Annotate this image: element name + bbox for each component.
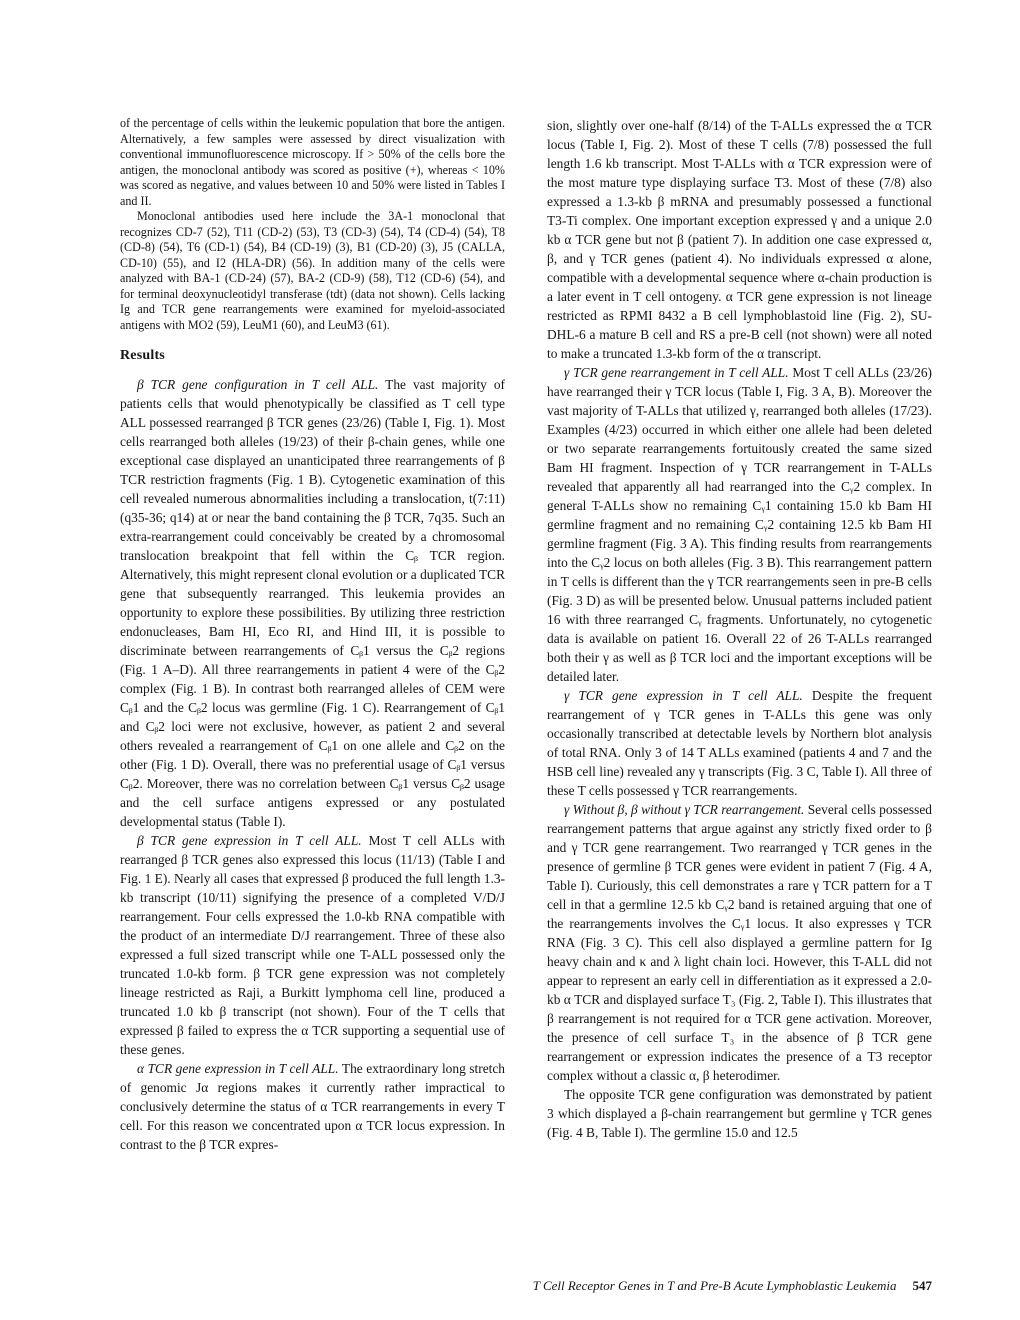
paragraph-lead: β TCR gene expression in T cell ALL.: [137, 833, 362, 848]
right-column: [547, 116, 932, 1154]
paragraph-text: sion, slightly over one-half (8/14) of the T-ALLs expressed the α TCR locus (Table I, Fig. 2). Most of these T cells (7/8) possessed the full length 1.6 kb transcript. Most T-ALLs with α TCR expression were of the most mature type displaying surface T3. Most of these (7/8) also expressed a 1.3-kb β mRNA and presumably possessed a functional T3-Ti complex. One important exception expressed γ and a unique 2.0 kb α TCR gene but not β (patient 7). In addition one case expressed α, β, and γ TCR genes (patient 4). No individuals expressed α alone, compatible with a developmental sequence where α-chain production is a later event in T cell ontogeny. α TCR gene expression is not lineage restricted as RPMI 8432 a B cell lymphoblastoid line (Fig. 2), SU-DHL-6 a mature B cell and RS a pre-B cell (not shown) were all noted to make a truncated 1.3-kb form of the α transcript.: [547, 118, 932, 361]
paragraph-alpha-expression-continued: [547, 116, 932, 363]
paragraph-text: The extraordinary long stretch of genomic Jα regions makes it currently rather impractical to conclusively determine the status of α TCR rearrangements in every T cell. For this reason we concentrated upon α TCR locus expression. In contrast to the β TCR expres-: [120, 1061, 506, 1152]
paragraph-text: Most T cell ALLs with rearranged β TCR genes also expressed this locus (11/13) (Table I and Fig. 1 E). Nearly all cases that expressed β produced the full length 1.3-kb transcript (10/11) signifying the presence of a completed V/D/J rearrangement. Four cells expressed the 1.0-kb RNA compatible with the product of an intermediate D/J rearrangement. Three of these also expressed a full sized transcript while one T-ALL possessed only the truncated 1.0-kb form. β TCR gene expression was not completely lineage restricted as Raji, a Burkitt lymphoma cell line, produced a truncated 1.0 kb β transcript (not shown). Four of the T cells that expressed β failed to express the α TCR supporting a sequential use of these genes.: [120, 833, 506, 1057]
page-footer: [533, 1278, 932, 1294]
paragraph-opposite-configuration: [547, 1085, 932, 1142]
paragraph-beta-configuration: [120, 375, 505, 831]
paragraph-alpha-expression: [120, 1059, 505, 1154]
paragraph-text: Despite the frequent rearrangement of γ TCR genes in T-ALLs this gene was only occasionally transcribed at detectable levels by Northern blot analysis of total RNA. Only 3 of 14 T ALLs examined (patients 4 and 7 and the HSB cell line) revealed any γ transcripts (Fig. 3 C, Table I). All three of these T cells possessed γ TCR rearrangements.: [547, 688, 933, 798]
methods-paragraph-continued: of the percentage of cells within the leukemic population that bore the antigen. Alternatively, a few samples were assessed by direct visualization with conventional immunofluorescence microscopy. If > 50% of the cells bore the antigen, the monoclonal antibody was scored as positive (+), whereas < 10% was scored as negative, and values between 10 and 50% were listed in Tables I and II.: [120, 116, 505, 208]
paragraph-lead: γ TCR gene rearrangement in T cell ALL.: [564, 365, 789, 380]
paragraph-text: Several cells possessed rearrangement patterns that argue against any strictly fixed order to β and γ TCR gene rearrangement. Two rearranged γ TCR genes in the presence of germline β TCR genes were evident in patient 7 (Fig. 4 A, Table I). Curiously, this cell demonstrates a rare γ TCR pattern for a T cell in that a germline 12.5 kb Cᵧ2 band is retained arguing that one of the rearrangements involves the Cᵧ1 locus. It also expresses γ TCR RNA (Fig. 3 C). This cell also displayed a germline pattern for Ig heavy chain and κ and λ light chain loci. However, this T-ALL did not appear to represent an early cell in differentiation as it expressed a 2.0-kb α TCR and displayed surface T₃ (Fig. 2, Table I). This illustrates that β rearrangement is not required for α TCR gene activation. Moreover, the presence of cell surface T₃ in the absence of β TCR gene rearrangement or expression indicates the presence of a T3 receptor complex without a classic α, β heterodimer.: [547, 802, 932, 1083]
paragraph-gamma-without-beta: [547, 800, 932, 1085]
paragraph-lead: β TCR gene configuration in T cell ALL.: [137, 377, 379, 392]
methods-paragraph: Monoclonal antibodies used here include the 3A-1 monoclonal that recognizes CD-7 (52), T11 (CD-2) (53), T3 (CD-3) (54), T4 (CD-4) (54), T8 (CD-8) (54), T6 (CD-1) (54), B4 (CD-19) (3), B1 (CD-20) (3), J5 (CALLA, CD-10) (55), and I2 (HLA-DR) (56). In addition many of the cells were analyzed with BA-1 (CD-24) (57), BA-2 (CD-9) (58), T12 (CD-6) (54), and for terminal deoxynucleotidyl transferase (tdt) (data not shown). Cells lacking Ig and TCR gene rearrangements were examined for myeloid-associated antigens with MO2 (59), LeuM1 (60), and LeuM3 (61).: [120, 209, 505, 332]
paragraph-gamma-rearrangement: [547, 363, 932, 686]
page-number: 547: [912, 1278, 932, 1293]
two-column-layout: [120, 116, 932, 1154]
paragraph-beta-expression: [120, 831, 505, 1059]
paragraph-text: Most T cell ALLs (23/26) have rearranged their γ TCR locus (Table I, Fig. 3 A, B). Moreover the vast majority of T-ALLs that utilized γ, rearranged both alleles (17/23). Examples (4/23) occurred in which either one allele had been deleted or two separate rearrangements fortuitously created the same sized Bam HI fragment. Inspection of γ TCR rearrangement in T-ALLs revealed that apparently all had rearranged into the Cᵧ2 complex. In general T-ALLs show no remaining Cᵧ1 containing 15.0 kb Bam HI germline fragment and no remaining Cᵧ2 containing 12.5 kb Bam HI germline fragment (Fig. 3 A). This finding results from rearrangements into the Cᵧ2 locus on both alleles (Fig. 3 B). This rearrangement pattern in T cells is different than the γ TCR rearrangements seen in pre-B cells (Fig. 3 D) as will be presented below. Unusual patterns included patient 16 with three rearranged Cᵧ fragments. Unfortunately, no cytogenetic data is available on patient 16. Overall 22 of 26 T-ALLs rearranged both their γ as well as β TCR loci and the important exceptions will be detailed later.: [547, 365, 933, 684]
paragraph-lead: α TCR gene expression in T cell ALL.: [137, 1061, 339, 1076]
paragraph-text: The vast majority of patients cells that would phenotypically be classified as T cell type ALL possessed rearranged β TCR genes (23/26) (Table I, Fig. 1). Most cells rearranged both alleles (19/23) of their β-chain genes, while one exceptional case displayed an unanticipated three rearrangements of β TCR restriction fragments (Fig. 1 B). Cytogenetic examination of this cell revealed numerous abnormalities including a translocation, t(7:11) (q35-36; q14) at or near the band containing the β TCR, 7q35. Such an extra-rearrangement could conceivably be created by a chromosomal translocation breakpoint that fell within the Cᵦ TCR region. Alternatively, this might represent clonal evolution or a duplicated TCR gene that subsequently rearranged. This leukemia provides an opportunity to explore these possibilities. By utilizing three restriction endonucleases, Bam HI, Eco RI, and Hind III, it is possible to discriminate between rearrangements of Cᵦ1 versus the Cᵦ2 regions (Fig. 1 A–D). All three rearrangements in patient 4 were of the Cᵦ2 complex (Fig. 1 B). In contrast both rearranged alleles of CEM were Cᵦ1 and the Cᵦ2 locus was germline (Fig. 1 C). Rearrangement of Cᵦ1 and Cᵦ2 loci were not exclusive, however, as patient 2 and several others revealed a rearrangement of Cᵦ1 on one allele and Cᵦ2 on the other (Fig. 1 D). Overall, there was no preferential usage of Cᵦ1 versus Cᵦ2. Moreover, there was no correlation between Cᵦ1 versus Cᵦ2 usage and the cell surface antigens expressed or any postulated developmental status (Table I).: [120, 377, 505, 829]
paragraph-gamma-expression: [547, 686, 932, 800]
results-heading: Results: [120, 348, 165, 363]
running-title: T Cell Receptor Genes in T and Pre-B Acute Lymphoblastic Leukemia: [532, 1278, 897, 1293]
paragraph-lead: γ Without β, β without γ TCR rearrangement.: [564, 802, 805, 817]
paragraph-text: The opposite TCR gene configuration was demonstrated by patient 3 which displayed a β-chain rearrangement but germline γ TCR genes (Fig. 4 B, Table I). The germline 15.0 and 12.5: [547, 1087, 932, 1140]
paragraph-lead: γ TCR gene expression in T cell ALL.: [564, 688, 803, 703]
left-column: [120, 116, 505, 1154]
